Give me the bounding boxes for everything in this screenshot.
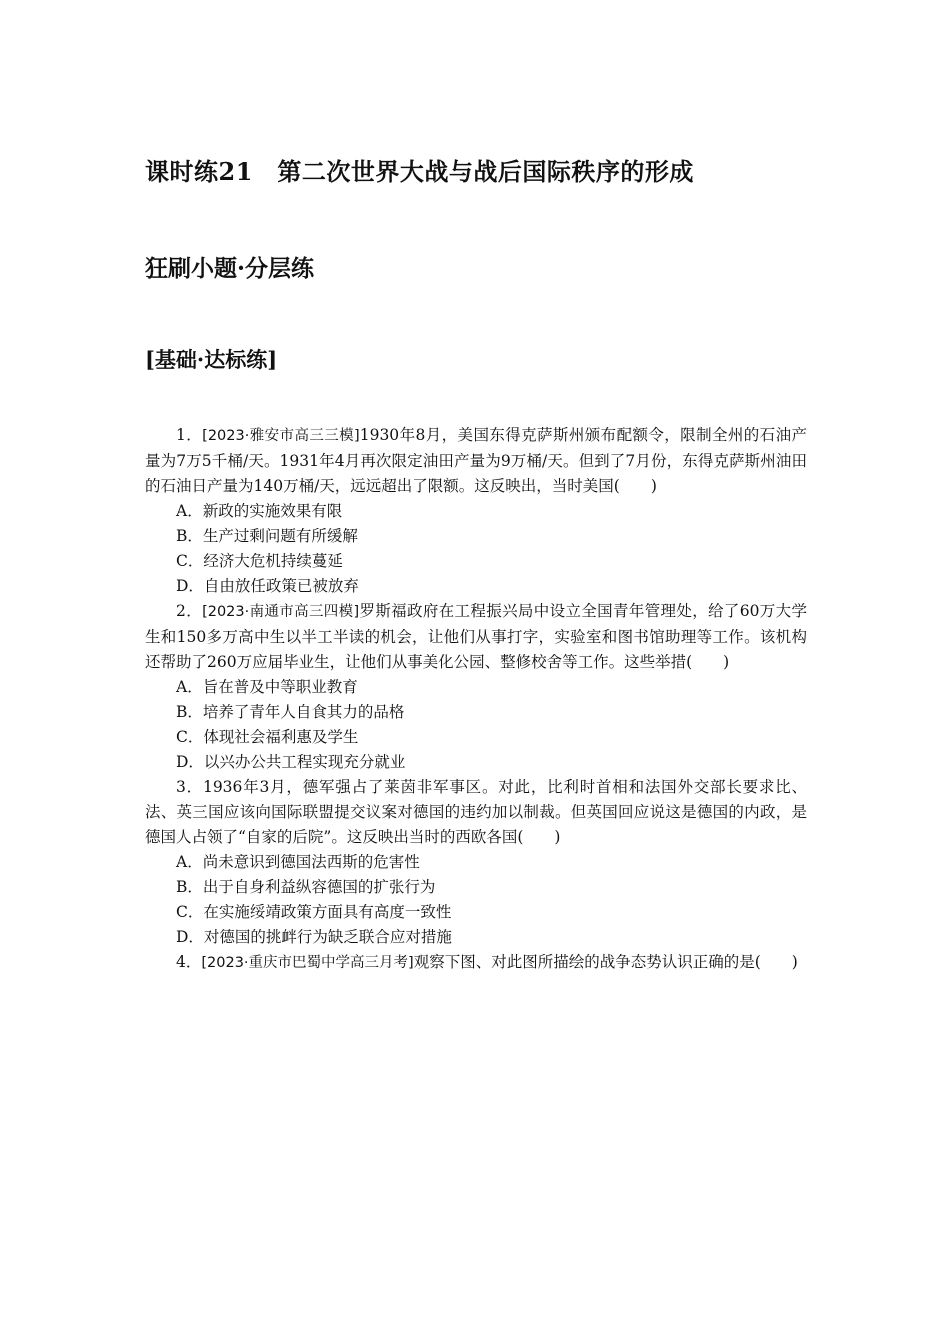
- question-number: 1．: [176, 426, 203, 444]
- question-source: [2023·雅安市高三三模]: [202, 428, 360, 444]
- option-a: A．新政的实施效果有限: [176, 502, 343, 520]
- question-text: 观察下图、对此图所描绘的战争态势认识正确的是( ): [413, 953, 798, 971]
- page-subtitle: 狂刷小题·分层练: [145, 255, 315, 282]
- question-stem: [145, 775, 807, 850]
- section-heading: [基础·达标练]: [145, 347, 278, 372]
- question-number: 3．: [176, 778, 203, 796]
- page-title: 课时练21 第二次世界大战与战后国际秩序的形成: [145, 157, 694, 186]
- option-d: D．以兴办公共工程实现充分就业: [176, 753, 406, 771]
- option-c: C．在实施绥靖政策方面具有高度一致性: [176, 903, 452, 921]
- option-b: B．出于自身利益纵容德国的扩张行为: [176, 878, 436, 896]
- question-1: [145, 423, 807, 599]
- question-3: [145, 775, 807, 950]
- question-source: [2023·重庆市巴蜀中学高三月考]: [201, 955, 414, 971]
- option-b: B．培养了青年人自食其力的品格: [176, 703, 405, 721]
- question-text: 1930年8月，美国东得克萨斯州颁布配额令，限制全州的石油产量为7万5千桶/天。1931年4月再次限定油田产量为9万桶/天。但到了7月份，东得克萨斯州油田的石油日产量为140万桶/天，远远超出了限额。这反映出，当时美国( ): [145, 426, 807, 495]
- question-list: [145, 423, 807, 976]
- question-source: [2023·南通市高三四模]: [202, 604, 360, 620]
- question-4: [145, 950, 807, 976]
- question-stem: [145, 423, 807, 499]
- question-text: 罗斯福政府在工程振兴局中设立全国青年管理处，给了60万大学生和150多万高中生以半工半读的机会，让他们从事打字，实验室和图书馆助理等工作。该机构还帮助了260万应届毕业生，让他们从事美化公园、整修校舍等工作。这些举措( ): [145, 602, 807, 671]
- option-a: A．尚未意识到德国法西斯的危害性: [176, 853, 420, 871]
- option-c: C．经济大危机持续蔓延: [176, 552, 343, 570]
- option-d: D．对德国的挑衅行为缺乏联合应对措施: [176, 928, 452, 946]
- question-number: 4．: [176, 953, 202, 971]
- question-2: [145, 599, 807, 775]
- option-c: C．体现社会福利惠及学生: [176, 728, 359, 746]
- option-d: D．自由放任政策已被放弃: [176, 577, 359, 595]
- question-stem: [145, 950, 807, 976]
- question-number: 2．: [176, 602, 203, 620]
- option-a: A．旨在普及中等职业教育: [176, 678, 358, 696]
- option-b: B．生产过剩问题有所缓解: [176, 527, 358, 545]
- question-text: 1936年3月，德军强占了莱茵非军事区。对此，比利时首相和法国外交部长要求比、法、英三国应该向国际联盟提交议案对德国的违约加以制裁。但英国回应说这是德国的内政，是德国人占领了“自家的后院”。这反映出当时的西欧各国( ): [145, 778, 807, 846]
- question-stem: [145, 599, 807, 675]
